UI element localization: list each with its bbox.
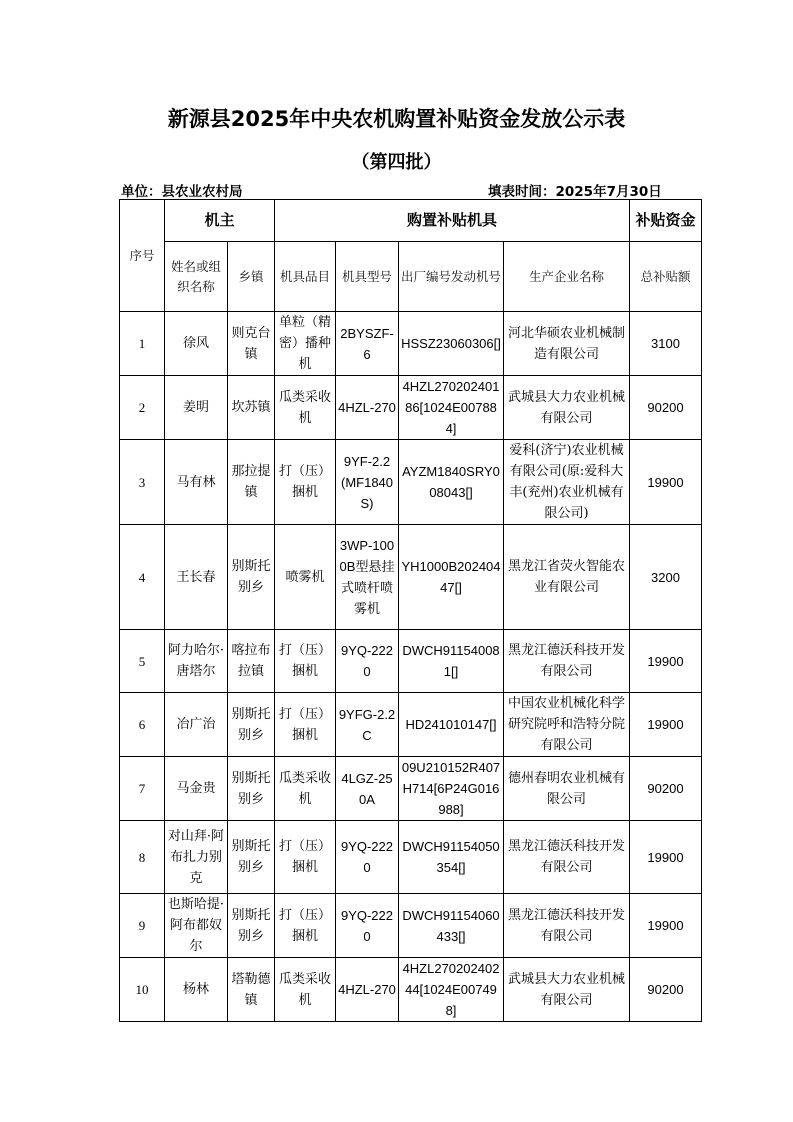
name-cell: 阿力哈尔·唐塔尔 — [165, 630, 228, 693]
seq-cell: 5 — [120, 630, 165, 693]
serial-cell: AYZM1840SRY008043[] — [399, 440, 504, 525]
name-cell: 王长春 — [165, 525, 228, 630]
model-cell: 4HZL-270 — [336, 958, 399, 1022]
header-maker: 生产企业名称 — [504, 242, 630, 312]
table-row — [120, 525, 702, 630]
seq-cell: 3 — [120, 440, 165, 525]
product-cell: 打（压）捆机 — [275, 821, 336, 894]
name-cell: 徐风 — [165, 312, 228, 376]
serial-cell: YH1000B20240447[] — [399, 525, 504, 630]
town-cell: 喀拉布拉镇 — [228, 630, 275, 693]
table-row — [120, 312, 702, 376]
model-cell: 9YF-2.2(MF1840S) — [336, 440, 399, 525]
town-cell: 别斯托别乡 — [228, 757, 275, 821]
table-row — [120, 376, 702, 440]
name-cell: 马有林 — [165, 440, 228, 525]
unit-label: 单位：县农业农村局 — [121, 184, 243, 200]
name-cell: 马金贵 — [165, 757, 228, 821]
header-total: 总补贴额 — [630, 242, 702, 312]
name-cell: 姜明 — [165, 376, 228, 440]
maker-cell: 黑龙江德沃科技开发有限公司 — [504, 821, 630, 894]
page-title: 新源县2025年中央农机购置补贴资金发放公示表 — [167, 107, 626, 131]
maker-cell: 武城县大力农业机械有限公司 — [504, 958, 630, 1022]
town-cell: 别斯托别乡 — [228, 693, 275, 757]
town-cell: 别斯托别乡 — [228, 525, 275, 630]
header-row-2 — [120, 242, 702, 312]
product-cell: 打（压）捆机 — [275, 693, 336, 757]
amount-cell: 19900 — [630, 440, 702, 525]
town-cell: 别斯托别乡 — [228, 894, 275, 958]
amount-cell: 3100 — [630, 312, 702, 376]
header-owner: 机主 — [165, 200, 275, 242]
seq-cell: 8 — [120, 821, 165, 894]
seq-cell: 6 — [120, 693, 165, 757]
table-row — [120, 757, 702, 821]
serial-cell: 4HZL27020240244[1024E007498] — [399, 958, 504, 1022]
fill-date: 填表时间：2025年7月30日 — [488, 184, 662, 200]
table-body — [120, 200, 702, 1022]
name-cell: 也斯哈提·阿布都奴尔 — [165, 894, 228, 958]
model-cell: 9YQ-2220 — [336, 894, 399, 958]
seq-cell: 1 — [120, 312, 165, 376]
product-cell: 喷雾机 — [275, 525, 336, 630]
amount-cell: 3200 — [630, 525, 702, 630]
maker-cell: 爱科(济宁)农业机械有限公司(原:爱科大丰(兖州)农业机械有限公司) — [504, 440, 630, 525]
header-subsidy: 补贴资金 — [630, 200, 702, 242]
seq-cell: 4 — [120, 525, 165, 630]
town-cell: 坎苏镇 — [228, 376, 275, 440]
product-cell: 打（压）捆机 — [275, 440, 336, 525]
table-row — [120, 821, 702, 894]
town-cell: 别斯托别乡 — [228, 821, 275, 894]
header-seq: 序号 — [120, 200, 165, 312]
model-cell: 4LGZ-250A — [336, 757, 399, 821]
amount-cell: 19900 — [630, 693, 702, 757]
seq-cell: 9 — [120, 894, 165, 958]
product-cell: 打（压）捆机 — [275, 894, 336, 958]
seq-cell: 2 — [120, 376, 165, 440]
header-name: 姓名或组织名称 — [165, 242, 228, 312]
maker-cell: 中国农业机械化科学研究院呼和浩特分院有限公司 — [504, 693, 630, 757]
amount-cell: 19900 — [630, 821, 702, 894]
serial-cell: DWCH91154050354[] — [399, 821, 504, 894]
maker-cell: 黑龙江德沃科技开发有限公司 — [504, 630, 630, 693]
subsidy-table — [119, 199, 702, 1022]
page-subtitle: （第四批） — [351, 152, 442, 173]
maker-cell: 武城县大力农业机械有限公司 — [504, 376, 630, 440]
header-row-1 — [120, 200, 702, 242]
header-model: 机具型号 — [336, 242, 399, 312]
seq-cell: 7 — [120, 757, 165, 821]
model-cell: 9YQ-2220 — [336, 630, 399, 693]
product-cell: 瓜类采收机 — [275, 757, 336, 821]
serial-cell: 09U210152R407H714[6P24G016988] — [399, 757, 504, 821]
table-row — [120, 630, 702, 693]
maker-cell: 黑龙江省荧火智能农业有限公司 — [504, 525, 630, 630]
model-cell: 2BYSZF-6 — [336, 312, 399, 376]
serial-cell: HSSZ23060306[] — [399, 312, 504, 376]
town-cell: 塔勒德镇 — [228, 958, 275, 1022]
table-row — [120, 693, 702, 757]
model-cell: 9YQ-2220 — [336, 821, 399, 894]
table-row — [120, 440, 702, 525]
amount-cell: 19900 — [630, 630, 702, 693]
model-cell: 9YFG-2.2C — [336, 693, 399, 757]
product-cell: 单粒（精密）播种机 — [275, 312, 336, 376]
amount-cell: 90200 — [630, 757, 702, 821]
amount-cell: 90200 — [630, 376, 702, 440]
serial-cell: DWCH911540081[] — [399, 630, 504, 693]
product-cell: 瓜类采收机 — [275, 376, 336, 440]
serial-cell: 4HZL27020240186[1024E007884] — [399, 376, 504, 440]
product-cell: 打（压）捆机 — [275, 630, 336, 693]
town-cell: 那拉提镇 — [228, 440, 275, 525]
maker-cell: 河北华硕农业机械制造有限公司 — [504, 312, 630, 376]
amount-cell: 19900 — [630, 894, 702, 958]
table-row — [120, 894, 702, 958]
maker-cell: 德州春明农业机械有限公司 — [504, 757, 630, 821]
name-cell: 对山拜·阿布扎力别克 — [165, 821, 228, 894]
maker-cell: 黑龙江德沃科技开发有限公司 — [504, 894, 630, 958]
serial-cell: DWCH91154060433[] — [399, 894, 504, 958]
model-cell: 3WP-1000B型悬挂式喷杆喷雾机 — [336, 525, 399, 630]
name-cell: 杨林 — [165, 958, 228, 1022]
model-cell: 4HZL-270 — [336, 376, 399, 440]
header-town: 乡镇 — [228, 242, 275, 312]
serial-cell: HD241010147[] — [399, 693, 504, 757]
town-cell: 则克台镇 — [228, 312, 275, 376]
amount-cell: 90200 — [630, 958, 702, 1022]
table-row — [120, 958, 702, 1022]
name-cell: 冶广治 — [165, 693, 228, 757]
seq-cell: 10 — [120, 958, 165, 1022]
header-serial: 出厂编号发动机号 — [399, 242, 504, 312]
product-cell: 瓜类采收机 — [275, 958, 336, 1022]
header-product: 机具品目 — [275, 242, 336, 312]
header-machine: 购置补贴机具 — [275, 200, 630, 242]
